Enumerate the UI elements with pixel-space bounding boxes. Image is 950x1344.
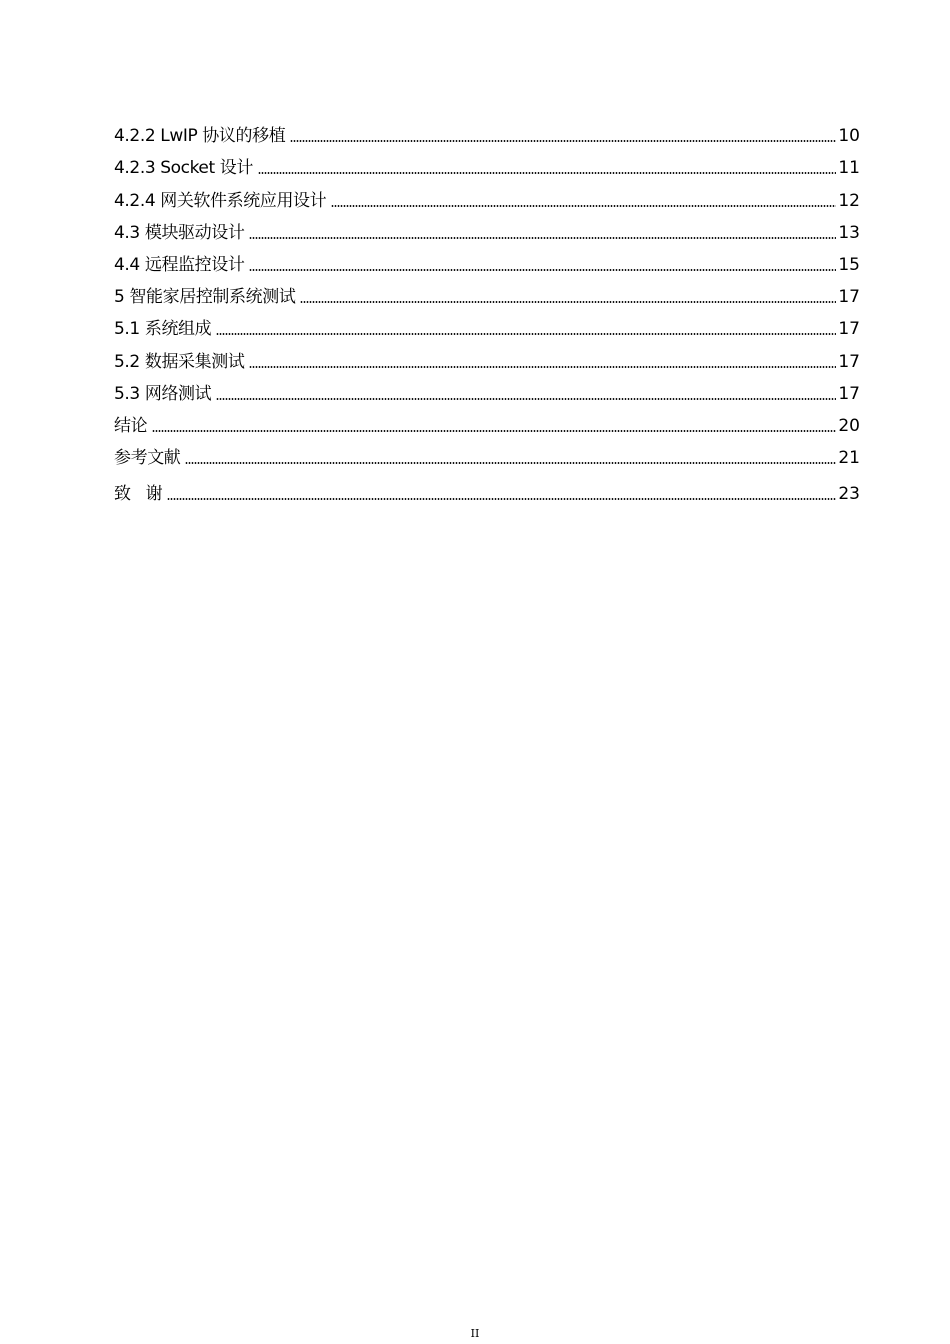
toc-entry-title: 参考文献 (114, 448, 181, 469)
toc-entry-page: 20 (838, 415, 860, 436)
toc-entry-4-2-2[interactable] (114, 116, 860, 148)
toc-entry-4-2-4[interactable] (114, 180, 860, 212)
toc-entry-page: 17 (838, 383, 860, 404)
toc-entry-title: 4.2.3 Socket 设计 (114, 158, 253, 179)
toc-entry-page: 10 (838, 126, 860, 147)
toc-entry-5[interactable] (114, 277, 860, 309)
dot-leader (249, 269, 836, 271)
toc-entry-title: 4.2.4 网关软件系统应用设计 (114, 190, 327, 211)
toc-entry-title: 4.4 远程监控设计 (114, 254, 245, 275)
toc-entry-4-3[interactable] (114, 213, 860, 245)
toc-entry-page: 17 (838, 287, 860, 308)
toc-entry-5-1[interactable] (114, 309, 860, 341)
toc-entry-page: 21 (838, 448, 860, 469)
dot-leader (300, 301, 836, 303)
toc-entry-page: 13 (838, 222, 860, 243)
toc-entry-title: 4.2.2 LwIP 协议的移植 (114, 126, 286, 147)
dot-leader (152, 430, 836, 432)
toc-entry-page: 12 (838, 190, 860, 211)
toc-entry-page: 11 (838, 158, 860, 179)
toc-entry-page: 15 (838, 254, 860, 275)
toc-entry-title: 4.3 模块驱动设计 (114, 222, 245, 243)
toc-entry-page: 23 (838, 483, 860, 504)
dot-leader (249, 366, 836, 368)
dot-leader (216, 398, 836, 400)
dot-leader (249, 237, 836, 239)
toc-entry-4-2-3[interactable] (114, 148, 860, 180)
toc-entry-title: 5 智能家居控制系统测试 (114, 287, 296, 308)
toc-entry-5-2[interactable] (114, 341, 860, 373)
toc-entry-page: 17 (838, 319, 860, 340)
dot-leader (331, 205, 836, 207)
dot-leader (167, 498, 836, 500)
toc-entry-conclusion[interactable] (114, 406, 860, 438)
toc-entry-5-3[interactable] (114, 374, 860, 406)
dot-leader (258, 172, 836, 174)
toc-entry-page: 17 (838, 351, 860, 372)
toc-entry-title: 结论 (114, 415, 148, 436)
toc-entry-references[interactable] (114, 438, 860, 470)
toc-entry-title: 5.2 数据采集测试 (114, 351, 245, 372)
dot-leader (290, 140, 836, 142)
page-number: II (470, 1327, 480, 1340)
toc-entry-4-4[interactable] (114, 245, 860, 277)
toc-entry-acknowledgements[interactable] (114, 470, 860, 506)
toc-entry-title: 致 谢 (114, 483, 163, 504)
toc-entry-title: 5.1 系统组成 (114, 319, 212, 340)
table-of-contents (114, 116, 860, 506)
toc-entry-title: 5.3 网络测试 (114, 383, 212, 404)
dot-leader (216, 333, 836, 335)
dot-leader (185, 462, 836, 464)
